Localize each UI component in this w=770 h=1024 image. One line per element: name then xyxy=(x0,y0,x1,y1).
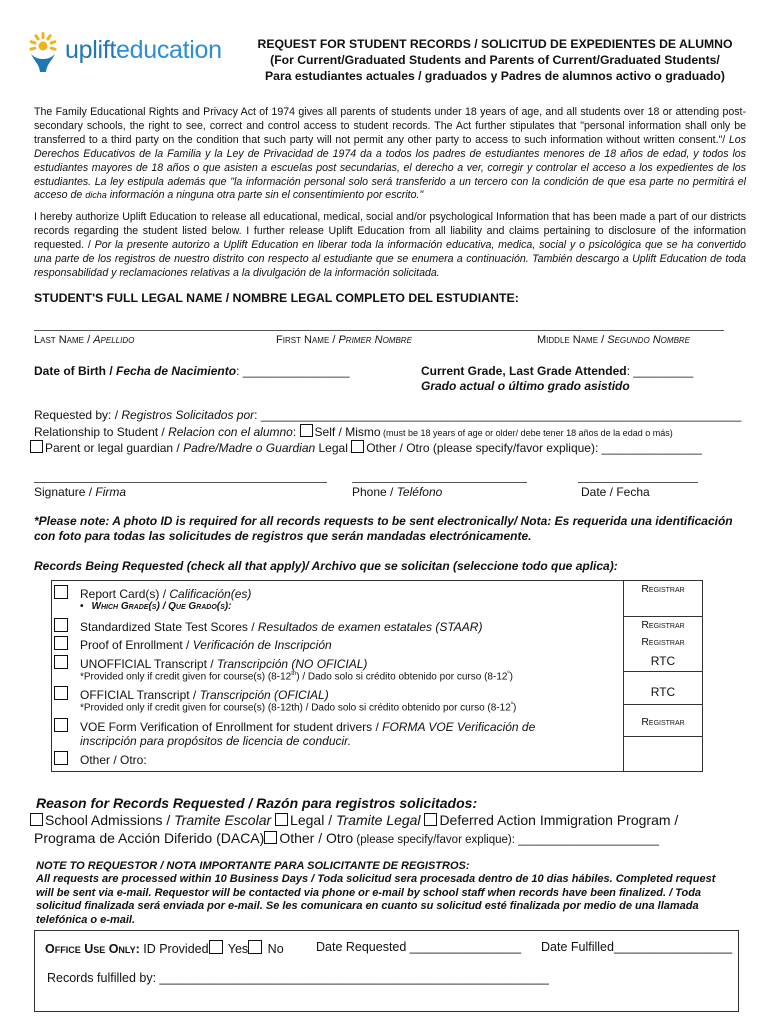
relationship-label-es: Relacion con el alumno xyxy=(168,425,293,439)
yes-label: Yes xyxy=(224,942,249,956)
unofficial-transcript-en: UNOFFICIAL Transcript / xyxy=(80,657,217,671)
uplift-logo xyxy=(25,32,235,72)
self-checkbox[interactable] xyxy=(300,424,313,437)
form-title xyxy=(240,36,750,84)
middle-name-label xyxy=(537,334,690,346)
other-record-checkbox[interactable] xyxy=(54,751,68,765)
dob-label: Date of Birth / xyxy=(34,364,117,378)
report-card-checkbox[interactable] xyxy=(54,585,68,599)
records-row-line xyxy=(624,704,702,705)
other-reason-checkbox[interactable] xyxy=(264,831,277,844)
office-use-box xyxy=(34,930,739,1012)
signature-en: Signature / xyxy=(34,485,96,499)
grade-field[interactable] xyxy=(421,364,693,378)
note-heading: NOTE TO REQUESTOR / NOTA IMPORTANTE PARA SOLICITANTE DE REGISTROS: xyxy=(36,860,470,872)
signature-label xyxy=(34,485,126,499)
dob-blank: : ________________ xyxy=(236,364,350,378)
office-use-label: Office Use Only: xyxy=(45,942,140,956)
records-row-line xyxy=(624,671,702,672)
school-admissions-checkbox[interactable] xyxy=(30,813,43,826)
date-requested-field[interactable]: Date Requested ________________ xyxy=(316,940,522,954)
authorization-spanish: Por la presente autorizo a Uplift Education en liberar toda la información educativa, medica, social y o psicológica que se ha convertido una parte de los registros de nuestro distrito con respecto al estudiante que se enumera a continuación. También descargo a Uplift Education de toda responsabilidad y reclamaciones relativas a la divulgación de la información solicitada. xyxy=(34,238,746,279)
guardian-row xyxy=(30,440,702,455)
grade-blank: : _________ xyxy=(626,364,694,378)
ferpa-english: The Family Educational Rights and Privacy Act of 1974 gives all parents of students under 18 years of age, and all students over 18 or attending post-secondary schools, the right to see, correct and control access to student records. The Act further stipulates that "personal information shall only be transferred to a third party on the condition that such party will not permit any other party to access to such information without written consent."/ xyxy=(34,106,746,146)
records-fulfilled-field[interactable]: Records fulfilled by: ________________________________________________________ xyxy=(47,971,549,985)
office-registrar-2: Registrar xyxy=(641,619,685,631)
logo-wordmark-b: education xyxy=(116,36,222,64)
enrollment-en: Proof of Enrollment / xyxy=(80,638,193,652)
last-name-es: Apellido xyxy=(93,334,135,346)
photo-id-note: *Please note: A photo ID is required for all records requests to be sent electronically/ Nota: Es requerida una identificación con foto para todas las solicitudes de registros que serán mandadas electrónicamente. xyxy=(34,514,733,543)
voe-es: FORMA VOE Verificación de xyxy=(382,720,536,734)
reason-row-1 xyxy=(30,812,678,828)
records-table xyxy=(51,580,703,772)
ferpa-spanish: Los Derechos Educativos de la Familia y la Ley de Privacidad de 1974 da a todos los padres de estudiantes menores de 18 años de edad, y todos los estudiantes mayores de 18 años o que asisten a escuelas post secundarias, el derecho a ver, corregir y controlar el acceso a los expedientes de los estudiantes. La ley estipula además que "la información personal solo será transferido a un tercero con la condición de que esa parte no permitirá el acceso de xyxy=(34,133,746,202)
which-grade-label xyxy=(80,601,231,612)
daca-label-1: Deferred Action Immigration Program / xyxy=(439,812,679,828)
title-line-1: REQUEST FOR STUDENT RECORDS / SOLICITUD DE EXPEDIENTES DE ALUMNO xyxy=(257,37,733,51)
no-label: No xyxy=(264,942,284,956)
relationship-label: Relationship to Student / xyxy=(34,425,169,439)
school-admissions-label: School Admissions / xyxy=(45,812,175,828)
bullet-icon: • xyxy=(80,601,84,612)
authorization-english: I hereby authorize Uplift Education to release all educational, medical, social and/or psychological Information that has been made a part of our districts records regarding the student listed below. I further release Uplift Education from all liability and claims pertaining to disclosure of the information requested. / xyxy=(34,211,746,251)
legal-label: Legal xyxy=(315,441,352,455)
first-name-en: First Name / xyxy=(276,334,339,346)
credit-note-1-end: ) / Dado solo si crédito obtenido por curso (8-12 xyxy=(296,671,508,683)
office-registrar-3: Registrar xyxy=(641,636,685,648)
school-admissions-es: Tramite Escolar xyxy=(174,812,272,828)
record-item-official-transcript xyxy=(54,686,329,702)
dob-field[interactable] xyxy=(34,364,350,378)
legal-reason-es: Tramite Legal xyxy=(335,812,421,828)
other-relationship-label: Other / Otro (please specify/favor explique): _______________ xyxy=(366,441,702,455)
official-transcript-en: OFFICIAL Transcript / xyxy=(80,688,200,702)
logo-wordmark xyxy=(65,36,222,65)
last-name-en: Last Name / xyxy=(34,334,94,346)
records-row-line xyxy=(624,736,702,737)
title-line-3: Para estudiantes actuales / graduados y Padres de alumnos activo o graduado) xyxy=(265,69,725,83)
student-name-heading: STUDENT'S FULL LEGAL NAME / NOMBRE LEGAL COMPLETO DEL ESTUDIANTE: xyxy=(34,291,519,305)
logo-wordmark-a: uplift xyxy=(65,36,117,64)
record-item-other xyxy=(54,751,147,767)
date-line[interactable] xyxy=(578,482,698,483)
record-item-staar xyxy=(54,618,482,634)
grade-label-es: Grado actual o último grado asistido xyxy=(421,379,630,393)
note-body: All requests are processed within 10 Business Days / Toda solicitud sera procesada dentro de 10 dias hábiles. Completed request will be sent via e-mail. Requestor will be contacted via phone or e-mail by school staff when records have been finalized. / Toda solicitud finalizada será enviada por e-mail. Se les comunicara en cuanto su solicitud esté finalizada por medio de una llamada telefónica o e-mail. xyxy=(36,873,716,926)
other-reason-label: Other / Otro xyxy=(279,830,354,846)
requested-by-blank: : ________________________________________________________________________ xyxy=(254,408,742,422)
id-provided-label: ID Provided xyxy=(139,942,209,956)
credit-note-unofficial xyxy=(80,671,513,682)
office-use-row-1 xyxy=(45,940,284,956)
parent-checkbox[interactable] xyxy=(30,440,43,453)
legal-checkbox[interactable] xyxy=(275,813,288,826)
office-registrar-4: Registrar xyxy=(641,716,685,728)
official-transcript-es: Transcripción (OFICIAL) xyxy=(199,688,329,702)
student-name-line[interactable] xyxy=(34,330,724,331)
office-rtc-1: RTC xyxy=(650,654,676,668)
unofficial-transcript-es: Transcripción (NO OFICIAL) xyxy=(216,657,368,671)
reason-heading: Reason for Records Requested / Razón para registros solicitados: xyxy=(36,795,478,811)
report-card-es: Calificación(es) xyxy=(169,587,252,601)
phone-es: Teléfono xyxy=(396,485,443,499)
record-item-unofficial-transcript xyxy=(54,655,367,671)
dob-label-es: Fecha de Nacimiento xyxy=(116,364,237,378)
voe-checkbox[interactable] xyxy=(54,718,68,732)
credit-note-2-close: ) xyxy=(512,702,517,714)
unofficial-transcript-checkbox[interactable] xyxy=(54,655,68,669)
first-name-label xyxy=(276,334,412,346)
official-transcript-checkbox[interactable] xyxy=(54,686,68,700)
middle-name-en: Middle Name / xyxy=(537,334,608,346)
requested-by-label-es: Registros Solicitados por xyxy=(121,408,255,422)
ferpa-spanish-end: información a ninguna otra parte sin el consentimiento por escrito." xyxy=(106,189,424,202)
daca-label-2: Programa de Acción Diferido (DACA) xyxy=(34,830,265,846)
credit-note-2-text: *Provided only if credit given for course(s) (8-12th) / Dado solo si crédito obtenido por curso (8-12 xyxy=(80,702,511,714)
records-table-divider xyxy=(623,581,624,771)
yes-checkbox[interactable] xyxy=(248,940,262,954)
staar-checkbox[interactable] xyxy=(54,618,68,632)
voe-line-2: inscripción para propósitos de licencia de conducir. xyxy=(80,734,352,748)
credit-note-official xyxy=(80,702,516,713)
records-row-line xyxy=(624,616,702,617)
grade-label: Current Grade, Last Grade Attended xyxy=(421,364,627,378)
signature-es: Firma xyxy=(95,485,127,499)
record-item-voe xyxy=(54,718,535,734)
ferpa-spanish-small: dicha xyxy=(85,190,107,201)
record-item-enrollment xyxy=(54,636,332,652)
enrollment-checkbox[interactable] xyxy=(54,636,68,650)
phone-en: Phone / xyxy=(352,485,397,499)
record-item-report-card xyxy=(54,585,251,601)
daca-checkbox[interactable] xyxy=(424,813,437,826)
phone-line[interactable] xyxy=(352,482,527,483)
first-name-es: Primer Nombre xyxy=(338,334,412,346)
last-name-label xyxy=(34,334,134,346)
staar-en: Standardized State Test Scores / xyxy=(80,620,258,634)
phone-label xyxy=(352,485,442,499)
authorization-paragraph xyxy=(34,211,746,281)
credit-note-1-text: *Provided only if credit given for course(s) (8-12 xyxy=(80,671,292,683)
other-relationship-checkbox[interactable] xyxy=(351,440,364,453)
credit-note-1-sup: th xyxy=(291,671,297,677)
other-reason-note: (please specify/favor explique): ______________________ xyxy=(353,834,659,846)
report-card-en: Report Card(s) / xyxy=(80,587,170,601)
staar-es: Resultados de examen estatales (STAAR) xyxy=(257,620,483,634)
id-provided-checkbox[interactable] xyxy=(209,940,223,954)
middle-name-es: Segundo Nombre xyxy=(607,334,691,346)
voe-en: VOE Form Verification of Enrollment for student drivers / xyxy=(80,720,383,734)
requested-by-label: Requested by: / xyxy=(34,408,122,422)
reason-row-2 xyxy=(34,830,659,846)
relationship-row: Relationship to Student / Relacion con el alumno: Self / Mismo (must be 18 years of age or older/ debe tener 18 años de la edad o más) xyxy=(34,425,673,439)
parent-label-es: Padre/Madre o Guardian xyxy=(183,441,316,455)
signature-line[interactable] xyxy=(34,482,327,483)
legal-reason-label: Legal / xyxy=(290,812,336,828)
other-record-label: Other / Otro: xyxy=(80,753,147,767)
which-grade-text: Which Grade(s) / Que Grado(s): xyxy=(91,601,232,612)
credit-note-2-sup: º xyxy=(510,702,513,708)
date-label: Date / Fecha xyxy=(581,485,650,499)
office-rtc-2: RTC xyxy=(650,685,676,699)
ferpa-paragraph xyxy=(34,106,746,203)
date-fulfilled-field[interactable]: Date Fulfilled_________________ xyxy=(541,940,733,954)
office-registrar-1: Registrar xyxy=(641,583,685,595)
uplift-sun-icon xyxy=(25,32,61,72)
credit-note-1-close: ) xyxy=(509,671,513,683)
parent-label: Parent or legal guardian / xyxy=(45,441,184,455)
credit-note-1-sup2: º xyxy=(507,671,510,677)
enrollment-es: Verificación de Inscripción xyxy=(192,638,332,652)
records-heading: Records Being Requested (check all that apply)/ Archivo que se solicitan (seleccione todo que aplica): xyxy=(34,559,618,573)
title-line-2: (For Current/Graduated Students and Parents of Current/Graduated Students/ xyxy=(270,53,720,67)
self-label: Self / Mismo xyxy=(314,425,381,439)
requested-by-field[interactable] xyxy=(34,408,741,422)
self-note: (must be 18 years of age or older/ debe tener 18 años de la edad o más) xyxy=(380,428,673,438)
